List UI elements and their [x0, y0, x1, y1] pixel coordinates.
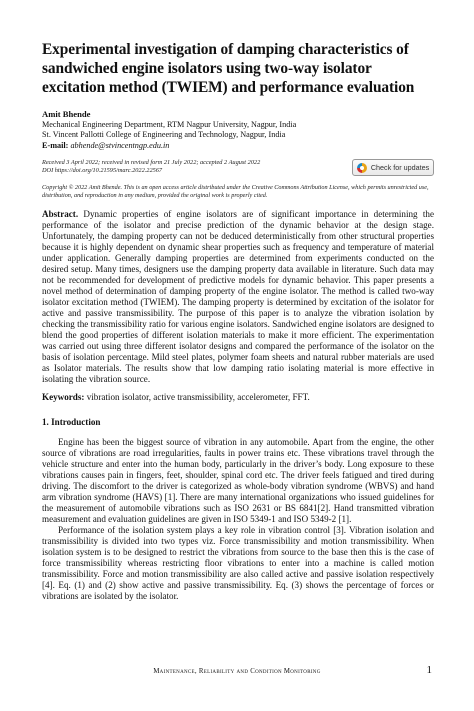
doi-line[interactable]: DOI https://doi.org/10.21595/marc.2022.22567 — [42, 167, 163, 175]
paper-page — [42, 40, 434, 602]
abstract — [42, 209, 434, 385]
abstract-text: Dynamic properties of engine isolators are of significant importance in determining the performance of the isolator and precise prediction of the dynamic behavior at the design stage. Unfortunately, the damping property can not be deduced deterministically from other structural properties because it is highly dependent on dynamic shear properties such as frequency and temperature of material under application. Generally damping properties are determined from experiments conducted on the desired setup. Many times, designers use the damping property data available in literature. Such data may not be recommended for development of predictive models for dynamic behavior. This paper presents a novel method of determination of damping property of the engine isolator. The method is called two-way isolator excitation method (TWIEM). The damping property is determined by excitation of the isolator for active and passive transmissibility. The purpose of this paper is to analyze the vibration isolation by checking the transmissibility ratio for various engine isolators. Sandwiched engine isolators are designed to blend the good properties of different isolation materials to make it more efficient. The experimentation was carried out using three different isolator designs and compared the performance of the isolator on the basis of isolation percentage. Mild steel plates, polymer foam sheets and natural rubber materials are used as Isolator materials. The results show that low damping ratio isolating material is more effective in isolating the vibration source. — [42, 209, 434, 385]
section-heading: 1. Introduction — [42, 417, 101, 428]
keywords — [42, 392, 434, 403]
email-line — [42, 141, 434, 151]
intro-paragraph-1: Engine has been the biggest source of vibration in any automobile. Apart from the engine, the other source of vibrations are road irregularities, faults in power trains etc. These vibrations travel through the vehicle structure and enter into the human body, particularly in the driver’s body. Long exposure to these vibrations causes pain in fingers, feet, shoulder, spinal cord etc. The driver feels fatigued and tired during driving. The discomfort to the driver is categorized as whole-body vibration syndrome (WBVS) and hand arm vibration syndrome (HAVS) [1]. There are many international organizations who issued guidelines for the measurement of automobile vibrations such as ISO 2631 or BS 6841[2]. Hand transmitted vibration measurement and evaluation guidelines are given in ISO 5349-1 and ISO 5349-2 [1]. — [42, 437, 434, 525]
email-label: E-mail: — [42, 140, 69, 150]
abstract-label: Abstract. — [42, 209, 79, 220]
affiliation-1: Mechanical Engineering Department, RTM Nagpur University, Nagpur, India — [42, 120, 297, 129]
journal-footer: Maintenance, Reliability and Condition Monitoring — [153, 668, 321, 675]
received-dates: Received 3 April 2022; received in revised form 21 July 2022; accepted 2 August 2022 — [42, 159, 261, 167]
keywords-text: vibration isolator, active transmissibility, accelerometer, FFT. — [86, 392, 310, 403]
check-for-updates-label: Check for updates — [370, 163, 430, 173]
affiliation-2: St. Vincent Pallotti College of Engineering and Technology, Nagpur, India — [42, 130, 286, 140]
author-name: Amit Bhende — [42, 109, 91, 119]
page-number: 1 — [426, 664, 432, 676]
crossmark-icon — [357, 163, 367, 173]
intro-paragraph-2: Performance of the isolation system plays a key role in vibration control [3]. Vibration isolation and transmissibility is divided into two types viz. Force transmissibility and motion transmissibility. When isolation system is to be designed to restrict the vibrations from source to the base then this is the case of force transmissibility whereas restricting floor vibrations to enter into a machine is called motion transmissibility. Force and motion transmissibility are also called active and passive isolation respectively [4]. Eq. (1) and (2) show active and passive transmissibility. Eq. (3) shows the percentage of forces or vibrations are isolated by the isolator. — [42, 525, 434, 602]
keywords-label: Keywords: — [42, 392, 85, 403]
dates-row — [42, 159, 434, 181]
copyright-notice: Copyright © 2022 Amit Bhende. This is an open access article distributed under the Creative Commons Attribution License, which permits unrestricted use, distribution, and reproduction in any medium, provided the original work is properly cited. — [42, 184, 429, 200]
email-link[interactable]: abhende@stvincentngp.edu.in — [70, 140, 170, 150]
paper-title: Experimental investigation of damping characteristics of sandwiched engine isolators using two-way isolator excitation method (TWIEM) and performance evaluation — [42, 41, 415, 96]
check-for-updates-button[interactable] — [352, 159, 434, 176]
